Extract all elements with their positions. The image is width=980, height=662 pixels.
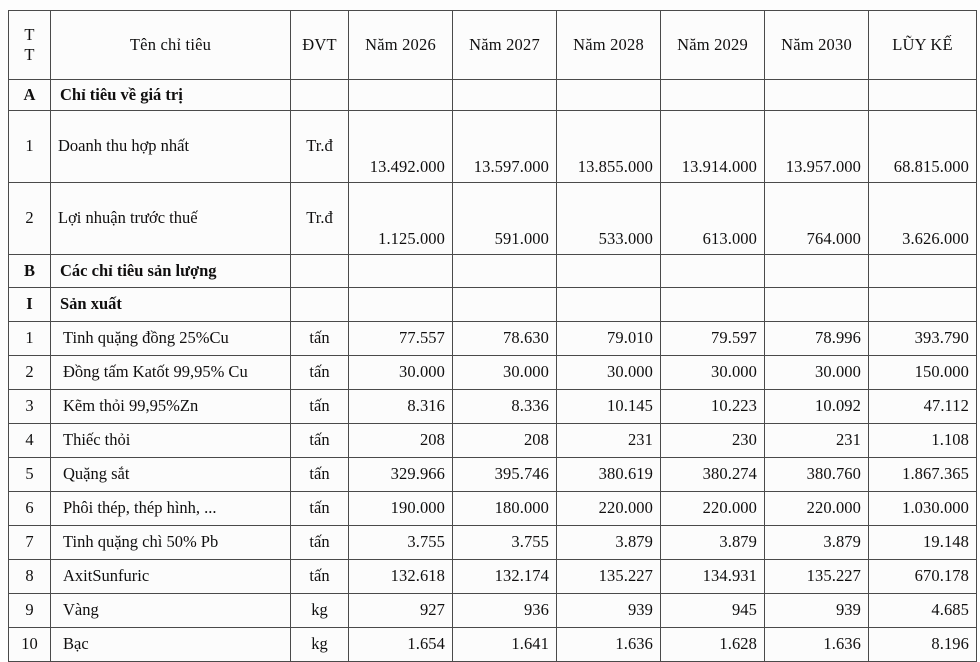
row-value-cell: 208 bbox=[349, 424, 453, 458]
row-index-cell: 9 bbox=[9, 594, 51, 628]
row-value-cell: 78.996 bbox=[765, 322, 869, 356]
row-total-cell: 47.112 bbox=[869, 390, 977, 424]
row-value-cell: 10.092 bbox=[765, 390, 869, 424]
row-value-cell: 939 bbox=[557, 594, 661, 628]
row-value-cell bbox=[765, 80, 869, 111]
column-header-tt bbox=[9, 11, 51, 80]
table-row bbox=[9, 356, 977, 390]
row-total-cell: 1.867.365 bbox=[869, 458, 977, 492]
row-value-cell: 13.914.000 bbox=[661, 111, 765, 183]
row-index-cell: 7 bbox=[9, 526, 51, 560]
row-value-cell: 30.000 bbox=[557, 356, 661, 390]
row-value-cell: 220.000 bbox=[557, 492, 661, 526]
row-label-cell: Các chỉ tiêu sản lượng bbox=[51, 255, 291, 288]
row-index-cell: I bbox=[9, 288, 51, 322]
row-index-cell: 6 bbox=[9, 492, 51, 526]
column-header-dvt: ĐVT bbox=[291, 11, 349, 80]
row-value-cell: 3.879 bbox=[557, 526, 661, 560]
row-label-cell: Doanh thu hợp nhất bbox=[51, 111, 291, 183]
row-value-cell bbox=[765, 288, 869, 322]
row-label-cell: Vàng bbox=[51, 594, 291, 628]
row-value-cell: 1.641 bbox=[453, 628, 557, 662]
row-value-cell: 13.492.000 bbox=[349, 111, 453, 183]
row-value-cell: 30.000 bbox=[765, 356, 869, 390]
row-value-cell: 220.000 bbox=[661, 492, 765, 526]
row-index-cell: 10 bbox=[9, 628, 51, 662]
row-label-cell: Tinh quặng đồng 25%Cu bbox=[51, 322, 291, 356]
row-unit-cell: tấn bbox=[291, 356, 349, 390]
header-row bbox=[9, 11, 977, 80]
row-index-cell: B bbox=[9, 255, 51, 288]
row-value-cell: 79.597 bbox=[661, 322, 765, 356]
row-value-cell: 77.557 bbox=[349, 322, 453, 356]
column-header-year-2027: Năm 2027 bbox=[453, 11, 557, 80]
row-value-cell: 3.879 bbox=[661, 526, 765, 560]
row-value-cell bbox=[349, 80, 453, 111]
row-value-cell: 927 bbox=[349, 594, 453, 628]
row-value-cell: 8.336 bbox=[453, 390, 557, 424]
table-section-row bbox=[9, 255, 977, 288]
plan-table bbox=[8, 10, 977, 662]
table-row bbox=[9, 492, 977, 526]
row-unit-cell: tấn bbox=[291, 424, 349, 458]
row-value-cell: 132.174 bbox=[453, 560, 557, 594]
table-section-row bbox=[9, 288, 977, 322]
table-row bbox=[9, 628, 977, 662]
row-value-cell: 939 bbox=[765, 594, 869, 628]
column-header-name: Tên chỉ tiêu bbox=[51, 11, 291, 80]
table-row bbox=[9, 560, 977, 594]
row-value-cell bbox=[661, 288, 765, 322]
table-row bbox=[9, 526, 977, 560]
row-value-cell: 208 bbox=[453, 424, 557, 458]
row-total-cell bbox=[869, 288, 977, 322]
row-value-cell: 533.000 bbox=[557, 183, 661, 255]
row-unit-cell: kg bbox=[291, 594, 349, 628]
row-value-cell bbox=[661, 255, 765, 288]
row-value-cell bbox=[765, 255, 869, 288]
row-value-cell bbox=[557, 255, 661, 288]
row-value-cell: 1.125.000 bbox=[349, 183, 453, 255]
row-value-cell: 13.855.000 bbox=[557, 111, 661, 183]
row-value-cell: 1.628 bbox=[661, 628, 765, 662]
row-value-cell: 13.957.000 bbox=[765, 111, 869, 183]
row-total-cell: 393.790 bbox=[869, 322, 977, 356]
table-row bbox=[9, 424, 977, 458]
row-value-cell: 329.966 bbox=[349, 458, 453, 492]
row-value-cell: 30.000 bbox=[661, 356, 765, 390]
row-label-cell: Bạc bbox=[51, 628, 291, 662]
table-row bbox=[9, 322, 977, 356]
row-value-cell: 1.636 bbox=[557, 628, 661, 662]
row-value-cell bbox=[453, 80, 557, 111]
row-index-cell: 3 bbox=[9, 390, 51, 424]
row-label-cell: Phôi thép, thép hình, ... bbox=[51, 492, 291, 526]
row-value-cell: 936 bbox=[453, 594, 557, 628]
row-value-cell: 220.000 bbox=[765, 492, 869, 526]
row-total-cell: 1.030.000 bbox=[869, 492, 977, 526]
column-header-total: LŨY KẾ bbox=[869, 11, 977, 80]
row-index-cell: 4 bbox=[9, 424, 51, 458]
row-value-cell bbox=[453, 288, 557, 322]
row-value-cell: 132.618 bbox=[349, 560, 453, 594]
row-value-cell: 8.316 bbox=[349, 390, 453, 424]
row-value-cell: 231 bbox=[557, 424, 661, 458]
row-value-cell: 180.000 bbox=[453, 492, 557, 526]
row-value-cell: 231 bbox=[765, 424, 869, 458]
row-value-cell: 13.597.000 bbox=[453, 111, 557, 183]
row-unit-cell: tấn bbox=[291, 458, 349, 492]
row-value-cell: 613.000 bbox=[661, 183, 765, 255]
plan-table-container bbox=[8, 10, 972, 662]
row-total-cell: 4.685 bbox=[869, 594, 977, 628]
row-unit-cell: tấn bbox=[291, 492, 349, 526]
row-value-cell bbox=[661, 80, 765, 111]
row-total-cell: 670.178 bbox=[869, 560, 977, 594]
row-value-cell: 134.931 bbox=[661, 560, 765, 594]
row-value-cell: 3.879 bbox=[765, 526, 869, 560]
row-value-cell: 10.223 bbox=[661, 390, 765, 424]
row-value-cell: 380.274 bbox=[661, 458, 765, 492]
row-value-cell: 395.746 bbox=[453, 458, 557, 492]
row-value-cell: 30.000 bbox=[453, 356, 557, 390]
row-index-cell: 8 bbox=[9, 560, 51, 594]
row-label-cell: Quặng sắt bbox=[51, 458, 291, 492]
row-index-cell: A bbox=[9, 80, 51, 111]
row-total-cell: 68.815.000 bbox=[869, 111, 977, 183]
row-unit-cell bbox=[291, 255, 349, 288]
column-header-year-2028: Năm 2028 bbox=[557, 11, 661, 80]
row-unit-cell: tấn bbox=[291, 322, 349, 356]
row-label-cell: Đồng tấm Katốt 99,95% Cu bbox=[51, 356, 291, 390]
row-index-cell: 2 bbox=[9, 183, 51, 255]
row-total-cell bbox=[869, 255, 977, 288]
row-unit-cell: kg bbox=[291, 628, 349, 662]
row-value-cell: 79.010 bbox=[557, 322, 661, 356]
row-label-cell: Chỉ tiêu về giá trị bbox=[51, 80, 291, 111]
column-header-tt-line-1: T bbox=[24, 24, 35, 44]
row-total-cell: 8.196 bbox=[869, 628, 977, 662]
row-value-cell: 764.000 bbox=[765, 183, 869, 255]
row-index-cell: 1 bbox=[9, 322, 51, 356]
column-header-year-2030: Năm 2030 bbox=[765, 11, 869, 80]
row-value-cell: 135.227 bbox=[765, 560, 869, 594]
row-value-cell: 380.619 bbox=[557, 458, 661, 492]
row-value-cell bbox=[349, 255, 453, 288]
table-row bbox=[9, 111, 977, 183]
row-value-cell: 30.000 bbox=[349, 356, 453, 390]
row-index-cell: 5 bbox=[9, 458, 51, 492]
row-total-cell bbox=[869, 80, 977, 111]
row-unit-cell: Tr.đ bbox=[291, 111, 349, 183]
row-unit-cell: Tr.đ bbox=[291, 183, 349, 255]
row-unit-cell bbox=[291, 80, 349, 111]
row-value-cell bbox=[557, 80, 661, 111]
row-index-cell: 2 bbox=[9, 356, 51, 390]
row-total-cell: 1.108 bbox=[869, 424, 977, 458]
row-label-cell: Thiếc thỏi bbox=[51, 424, 291, 458]
row-unit-cell: tấn bbox=[291, 526, 349, 560]
row-value-cell: 10.145 bbox=[557, 390, 661, 424]
row-value-cell bbox=[349, 288, 453, 322]
row-value-cell: 3.755 bbox=[453, 526, 557, 560]
table-row bbox=[9, 183, 977, 255]
column-header-tt-line-2: T bbox=[24, 45, 35, 64]
row-value-cell: 380.760 bbox=[765, 458, 869, 492]
row-value-cell: 190.000 bbox=[349, 492, 453, 526]
row-value-cell: 945 bbox=[661, 594, 765, 628]
row-index-cell: 1 bbox=[9, 111, 51, 183]
row-value-cell bbox=[453, 255, 557, 288]
table-row bbox=[9, 458, 977, 492]
row-value-cell: 230 bbox=[661, 424, 765, 458]
row-total-cell: 3.626.000 bbox=[869, 183, 977, 255]
column-header-year-2029: Năm 2029 bbox=[661, 11, 765, 80]
column-header-year-2026: Năm 2026 bbox=[349, 11, 453, 80]
table-body bbox=[9, 80, 977, 662]
row-label-cell: Kẽm thỏi 99,95%Zn bbox=[51, 390, 291, 424]
row-label-cell: Lợi nhuận trước thuế bbox=[51, 183, 291, 255]
row-total-cell: 150.000 bbox=[869, 356, 977, 390]
row-value-cell: 78.630 bbox=[453, 322, 557, 356]
row-label-cell: Sản xuất bbox=[51, 288, 291, 322]
row-unit-cell: tấn bbox=[291, 560, 349, 594]
table-header bbox=[9, 11, 977, 80]
table-row bbox=[9, 390, 977, 424]
row-value-cell: 591.000 bbox=[453, 183, 557, 255]
row-value-cell: 1.654 bbox=[349, 628, 453, 662]
row-unit-cell: tấn bbox=[291, 390, 349, 424]
table-row bbox=[9, 594, 977, 628]
row-label-cell: AxitSunfuric bbox=[51, 560, 291, 594]
row-value-cell: 3.755 bbox=[349, 526, 453, 560]
table-section-row bbox=[9, 80, 977, 111]
row-unit-cell bbox=[291, 288, 349, 322]
row-value-cell bbox=[557, 288, 661, 322]
row-value-cell: 1.636 bbox=[765, 628, 869, 662]
row-total-cell: 19.148 bbox=[869, 526, 977, 560]
row-label-cell: Tinh quặng chì 50% Pb bbox=[51, 526, 291, 560]
row-value-cell: 135.227 bbox=[557, 560, 661, 594]
